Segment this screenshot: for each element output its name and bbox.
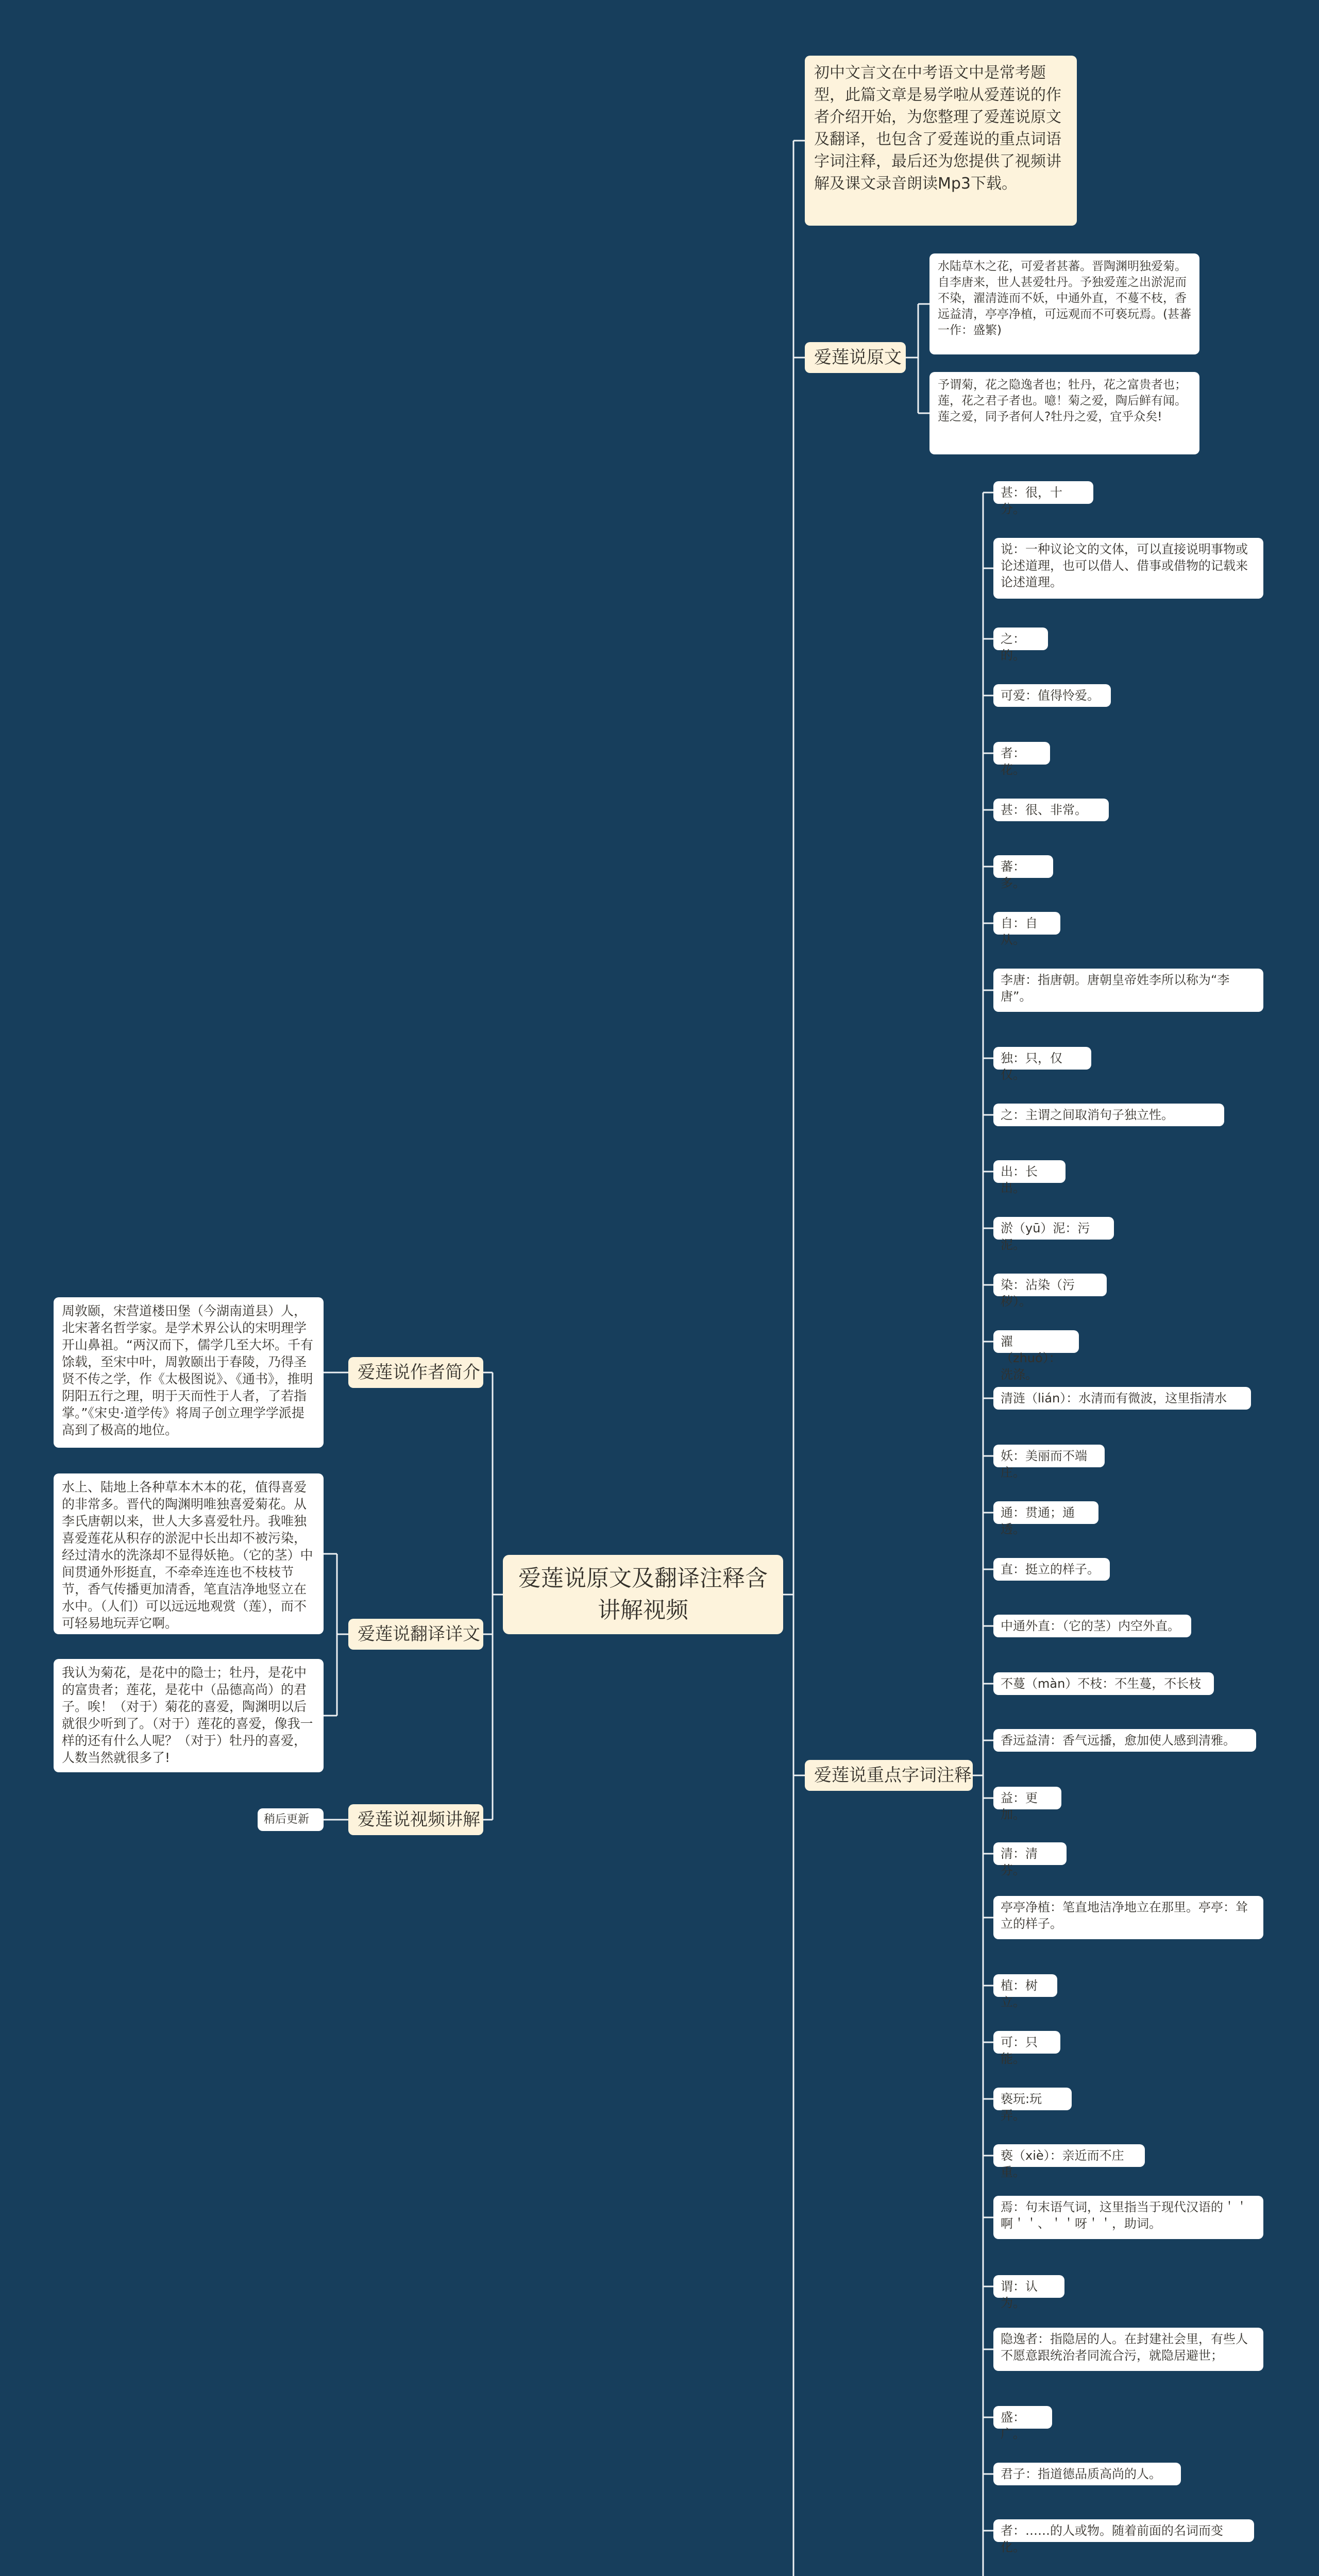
yuanwen-paragraph[interactable]: 予谓菊，花之隐逸者也；牡丹，花之富贵者也；莲，花之君子者也。噫！菊之爱，陶后鲜有闻。莲之爱，同予者何人?牡丹之爱，宜乎众矣!: [929, 372, 1199, 454]
zhushi-item[interactable]: 不蔓（màn）不枝：不生蔓，不长枝: [993, 1672, 1214, 1695]
zhushi-item[interactable]: 甚：很、非常。: [993, 799, 1109, 821]
zhushi-item[interactable]: 焉：句末语气词，这里指当于现代汉语的＇＇啊＇＇、＇＇呀＇＇，助词。: [993, 2196, 1263, 2239]
branch-shipin[interactable]: 爱莲说视频讲解: [348, 1804, 483, 1835]
zhushi-item[interactable]: 蕃：多。: [993, 855, 1053, 878]
zhushi-item[interactable]: 李唐：指唐朝。唐朝皇帝姓李所以称为“李唐”。: [993, 969, 1263, 1012]
zhushi-item[interactable]: 隐逸者：指隐居的人。在封建社会里，有些人不愿意跟统治者同流合污，就隐居避世；: [993, 2328, 1263, 2371]
zhushi-item[interactable]: 濯（zhuó）：洗涤。: [993, 1330, 1079, 1353]
zhushi-item[interactable]: 亵（xiè）：亲近而不庄重。: [993, 2144, 1145, 2167]
author-bio[interactable]: 周敦颐，宋营道楼田堡（今湖南道县）人，北宋著名哲学家。是学术界公认的宋明理学开山鼻祖。“两汉而下，儒学几至大坏。千有馀载，至宋中叶，周敦颐出于春陵，乃得圣贤不传之学，作《太极图说》、《通书》，推明阴阳五行之理，明于天而性于人者，了若指掌。”《宋史·道学传》将周子创立理学学派提高到了极高的地位。: [54, 1297, 324, 1448]
zhushi-item[interactable]: 中通外直：（它的茎）内空外直。: [993, 1615, 1191, 1637]
zhushi-item[interactable]: 亭亭净植：笔直地洁净地立在那里。亭亭：耸立的样子。: [993, 1896, 1263, 1939]
zhushi-item[interactable]: 清：清芬。: [993, 1842, 1067, 1865]
zhushi-item[interactable]: 直：挺立的样子。: [993, 1558, 1110, 1581]
zhushi-item[interactable]: 者：……的人或物。随着前面的名词而变化。: [993, 2519, 1254, 2542]
branch-fanyi[interactable]: 爱莲说翻译详文: [348, 1619, 483, 1650]
zhushi-item[interactable]: 妖：美丽而不端庄。: [993, 1445, 1105, 1467]
yuanwen-paragraph[interactable]: 水陆草木之花，可爱者甚蕃。晋陶渊明独爱菊。自李唐来，世人甚爱牡丹。予独爱莲之出淤泥而不染，濯清涟而不妖，中通外直，不蔓不枝，香远益清，亭亭净植，可远观而不可亵玩焉。(甚蕃 一作：盛繁): [929, 253, 1199, 354]
zhushi-item[interactable]: 亵玩:玩弄。: [993, 2088, 1072, 2110]
zhushi-item[interactable]: 可：只能。: [993, 2031, 1060, 2054]
intro-summary[interactable]: 初中文言文在中考语文中是常考题型，此篇文章是易学啦从爱莲说的作者介绍开始，为您整理了爱莲说原文及翻译，也包含了爱莲说的重点词语字词注释，最后还为您提供了视频讲解及课文录音朗读Mp3下载。: [805, 56, 1077, 226]
zhushi-item[interactable]: 盛：广。: [993, 2406, 1052, 2429]
zhushi-item[interactable]: 者：花。: [993, 742, 1050, 765]
zhushi-item[interactable]: 香远益清：香气远播，愈加使人感到清雅。: [993, 1729, 1256, 1752]
translation-paragraph[interactable]: 水上、陆地上各种草本木本的花，值得喜爱的非常多。晋代的陶渊明唯独喜爱菊花。从李氏唐朝以来，世人大多喜爱牡丹。我唯独喜爱莲花从积存的淤泥中长出却不被污染，经过清水的洗涤却不显得妖艳。（它的茎）中间贯通外形挺直，不牵牵连连也不枝枝节节，香气传播更加清香，笔直洁净地竖立在水中。（人们）可以远远地观赏（莲），而不可轻易地玩弄它啊。: [54, 1473, 324, 1634]
zhushi-item[interactable]: 淤（yū）泥：污泥。: [993, 1217, 1114, 1240]
zhushi-item[interactable]: 植：树立。: [993, 1974, 1057, 1997]
zhushi-item[interactable]: 君子：指道德品质高尚的人。: [993, 2463, 1181, 2485]
zhushi-item[interactable]: 独：只，仅仅。: [993, 1047, 1091, 1070]
zhushi-item[interactable]: 通：贯通；通透。: [993, 1501, 1098, 1524]
zhushi-item[interactable]: 染：沾染（污秽）。: [993, 1274, 1107, 1296]
zhushi-item[interactable]: 谓：认为。: [993, 2275, 1064, 2298]
branch-zuozhe[interactable]: 爱莲说作者简介: [348, 1357, 483, 1388]
root-topic[interactable]: 爱莲说原文及翻译注释含讲解视频: [503, 1555, 783, 1634]
zhushi-item[interactable]: 之：的。: [993, 628, 1048, 650]
zhushi-item[interactable]: 说：一种议论文的文体，可以直接说明事物或论述道理，也可以借人、借事或借物的记载来论述道理。: [993, 538, 1263, 599]
zhushi-item[interactable]: 出：长出。: [993, 1160, 1066, 1183]
zhushi-item[interactable]: 甚：很，十分。: [993, 481, 1093, 504]
zhushi-item[interactable]: 自：自从。: [993, 912, 1060, 935]
zhushi-item[interactable]: 清涟（lián）：水清而有微波，这里指清水: [993, 1387, 1251, 1410]
translation-paragraph[interactable]: 我认为菊花，是花中的隐士；牡丹，是花中的富贵者；莲花，是花中（品德高尚）的君子。唉！（对于）菊花的喜爱，陶渊明以后就很少听到了。（对于）莲花的喜爱，像我一样的还有什么人呢？（对于）牡丹的喜爱，人数当然就很多了!: [54, 1659, 324, 1772]
branch-zhushi[interactable]: 爱莲说重点字词注释: [805, 1760, 973, 1791]
branch-yuanwen[interactable]: 爱莲说原文: [805, 342, 906, 373]
zhushi-item[interactable]: 益：更加。: [993, 1787, 1061, 1809]
video-update-note[interactable]: 稍后更新: [258, 1808, 324, 1831]
zhushi-item[interactable]: 之：主谓之间取消句子独立性。: [993, 1104, 1224, 1126]
zhushi-item[interactable]: 可爱：值得怜爱。: [993, 684, 1111, 707]
